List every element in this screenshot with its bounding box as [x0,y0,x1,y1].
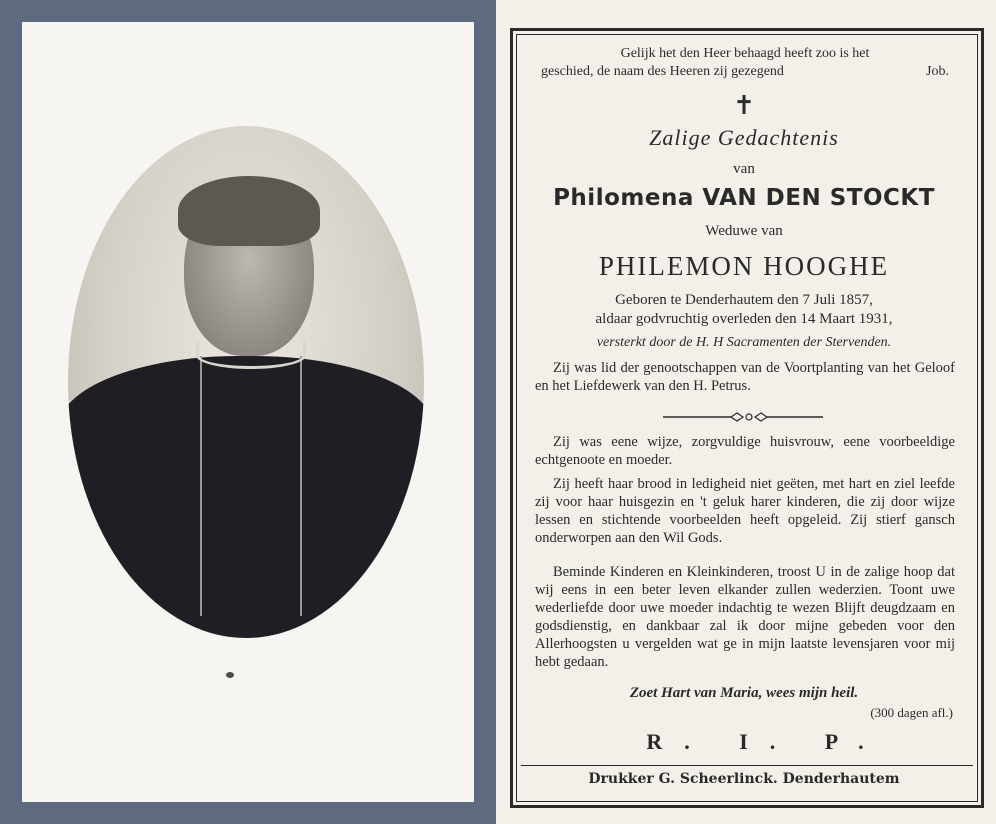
portrait-chain-left [200,356,202,616]
husband-name: PHILEMON HOOGHE [598,251,890,281]
paragraph-virtues: Zij was eene wijze, zorgvuldige huisvrouw, eene voorbeeldige echtgenoote en moeder. [535,434,955,468]
deceased-name: Philomena VAN DEN STOCKT [553,185,935,211]
portrait-chain-right [300,356,302,616]
printer-credit: Drukker G. Scheerlinck. Denderhautem [588,771,900,787]
birth-line: Geboren te Denderhautem den 7 Juli 1857, [615,292,873,308]
birth-death-info [533,291,955,329]
portrait-dress [68,356,424,638]
memorial-border [510,28,984,808]
portrait-collar [196,342,306,369]
portrait-photo [68,126,424,638]
weduwe-label: Weduwe van [705,223,783,239]
rip-text: R. I. P. [646,729,886,754]
epigraph-source: Job. [926,64,949,79]
portrait-hair [178,176,320,246]
paragraph-farewell: Beminde Kinderen en Kleinkinderen, troost U in de zalige hoop dat wij eens in een beter leven elkander zullen wederzien. Toont uwe wederliefde door uwe moeder indachtig te wezen Blijft deugdzaam en godsdienstig, en dankbaar zal ik door mijne gebeden voor den Allerhoogsten u vergelden wat ge in mijn laatste levensjaren voor mij hebt gedaan. [535,564,955,670]
portrait-card [0,0,496,824]
epigraph-line-2-text: geschied, de naam des Heeren zij gezegend [541,64,784,79]
paragraph-societies: Zij was lid der genootschappen van de Voortplanting van het Geloof en het Liefdewerk van den H. Petrus. [535,360,955,394]
epigraph-line-2 [541,63,949,81]
sacraments-line: versterkt door de H. H Sacramenten der Stervenden. [596,335,892,350]
ornament-divider [663,411,823,423]
indulgence-note: (300 dagen afl.) [870,705,953,720]
cross-icon: ✝ [733,91,755,121]
portrait-mount [22,22,474,802]
death-line: aldaar godvruchtig overleden den 14 Maart 1931, [595,311,893,327]
prayer-line: Zoet Hart van Maria, wees mijn heil. [629,685,859,701]
paragraph-life: Zij heeft haar brood in ledigheid niet geëten, met hart en ziel leefde zij voor haar huisgezin en 't geluk harer kinderen, die zij door wijze lessen en stichtende voorbeelden heeft opgeleid. Zij stierf gansch onderworpen aan den Wil Gods. [535,476,955,546]
mark-dot [226,672,234,678]
epigraph [541,45,949,81]
heading: Zalige Gedachtenis [649,125,839,150]
memorial-text-card [496,0,996,824]
footer-rule [521,765,973,766]
epigraph-line-1: Gelijk het den Heer behaagd heeft zoo is het [620,46,870,61]
van-label: van [733,161,755,177]
